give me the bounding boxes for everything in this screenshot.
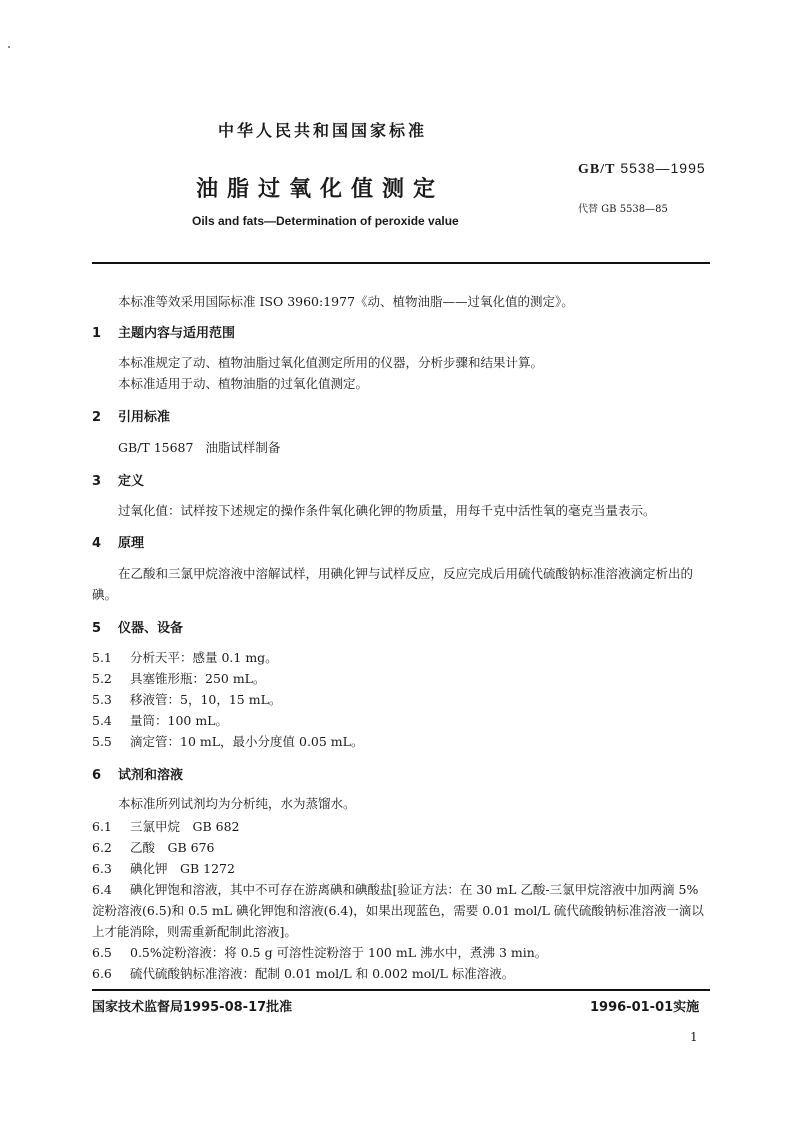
effective-date: 1996-01-01实施 (590, 1000, 700, 1015)
section-1-line-1: 本标准规定了动、植物油脂过氧化值测定所用的仪器，分析步骤和结果计算。 (118, 355, 544, 370)
document-title-english: Oils and fats—Determination of peroxide value (192, 214, 459, 228)
header-divider (92, 262, 710, 264)
reagent-item: 6.1 三氯甲烷 GB 682 (92, 819, 240, 834)
section-4-heading: 4 原理 (92, 536, 145, 551)
apparatus-item: 5.2 具塞锥形瓶：250 mL。 (92, 671, 266, 686)
reagent-item: 6.3 碘化钾 GB 1272 (92, 861, 235, 876)
replaces-standard: 代替 GB 5538—85 (578, 204, 668, 215)
reagent-item: 6.6 硫代硫酸钠标准溶液：配制 0.01 mol/L 和 0.002 mol/L 标准溶液。 (92, 966, 515, 981)
section-2-heading: 2 引用标准 (92, 410, 171, 425)
section-3-heading: 3 定义 (92, 474, 145, 489)
principle-text: 在乙酸和三氯甲烷溶液中溶解试样，用碘化钾与试样反应，反应完成后用硫代硫酸钠标准溶液滴定析出的碘。 (92, 566, 694, 602)
reagent-item: 6.5 0.5%淀粉溶液：将 0.5 g 可溶性淀粉溶于 100 mL 沸水中，煮沸 3 min。 (92, 945, 548, 960)
scan-speck (8, 46, 10, 48)
definition-text: 过氧化值：试样按下述规定的操作条件氧化碘化钾的物质量，用每千克中活性氧的毫克当量表示。 (118, 503, 656, 518)
ref-code: GB/T 15687 (118, 440, 194, 455)
intro-statement: 本标准等效采用国际标准 ISO 3960:1977《动、植物油脂——过氧化值的测定》。 (118, 294, 574, 309)
apparatus-item: 5.5 滴定管：10 mL，最小分度值 0.05 mL。 (92, 734, 364, 749)
referenced-standard (118, 438, 280, 458)
ref-name: 油脂试样制备 (205, 440, 281, 455)
reagent-item-6-4: 6.4 碘化钾饱和溶液，其中不可存在游离碘和碘酸盐[验证方法：在 30 mL 乙酸-三氯甲烷溶液中加两滴 5%淀粉溶液(6.5)和 0.5 mL 碘化钾饱和溶液(6.4)，如果出现蓝色，需要 0.01 mol/L 硫代硫酸钠标准溶液一滴以上才能消除，则需重新配制此溶液]。 (92, 882, 704, 939)
document-title-chinese: 油脂过氧化值测定 (196, 177, 445, 202)
apparatus-item: 5.3 移液管：5，10，15 mL。 (92, 692, 282, 707)
standard-code: 5538—1995 (620, 160, 706, 176)
section-1-heading: 1 主题内容与适用范围 (92, 326, 236, 341)
footer-divider (92, 989, 710, 991)
section-5-heading: 5 仪器、设备 (92, 621, 184, 636)
reagent-item: 6.2 乙酸 GB 676 (92, 840, 215, 855)
reagents-intro: 本标准所列试剂均为分析纯，水为蒸馏水。 (118, 796, 356, 811)
issuing-organization: 中华人民共和国国家标准 (218, 121, 428, 140)
apparatus-item: 5.1 分析天平：感量 0.1 mg。 (92, 650, 278, 665)
section-1-line-2: 本标准适用于动、植物油脂的过氧化值测定。 (118, 376, 369, 391)
apparatus-item: 5.4 量筒：100 mL。 (92, 713, 228, 728)
page-number: 1 (690, 1030, 698, 1044)
standard-prefix: GB/T (578, 162, 616, 177)
standard-number (578, 160, 706, 178)
approval-date: 国家技术监督局1995-08-17批准 (92, 1000, 293, 1015)
section-6-heading: 6 试剂和溶液 (92, 768, 184, 783)
